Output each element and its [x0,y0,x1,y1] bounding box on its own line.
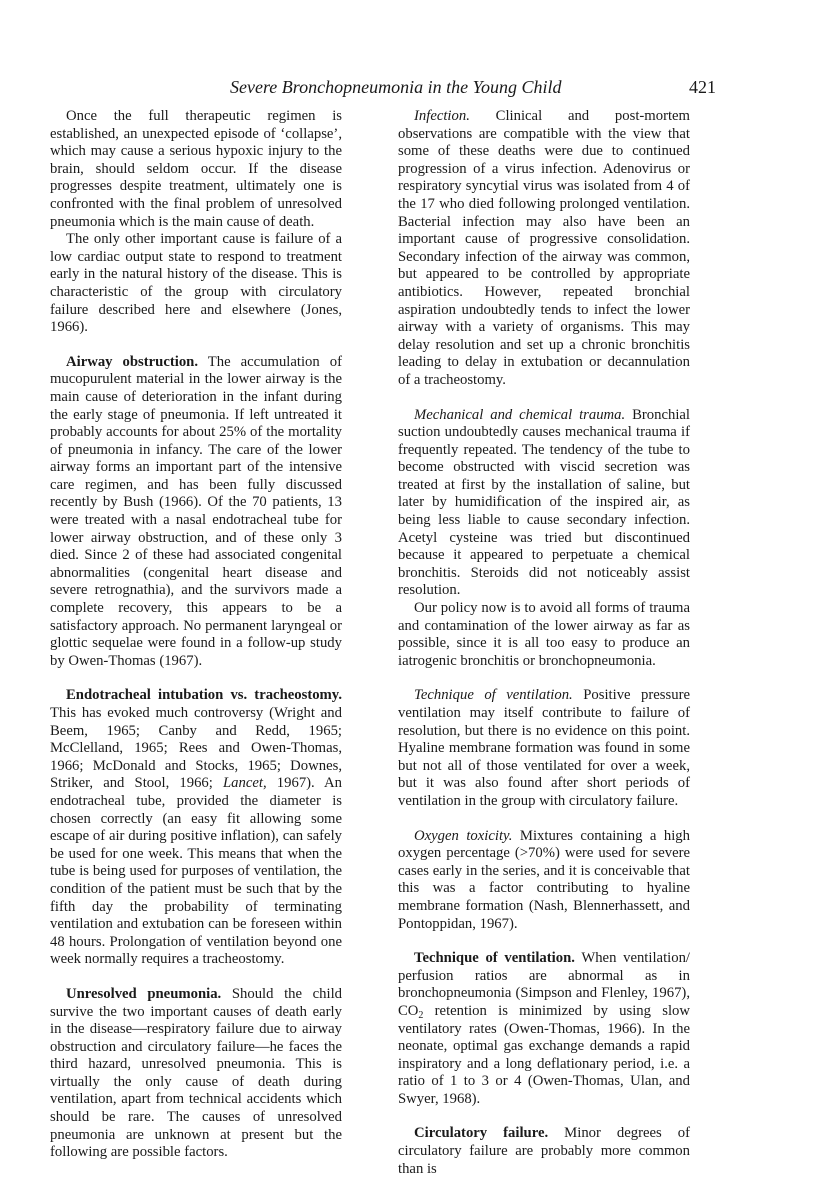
section-heading: Infection. [414,108,470,124]
section-text: retention is minimized by using slow ventilatory rates (Owen-Thomas, 1966). In the neonate, optimal gas exchange demands a rapid inspiratory and a long deflationary period, i.e. a ratio of 1 to 3 or 4 (Owen-Thomas, Ulan, and Swyer, 1968). [398,1002,690,1107]
left-column [50,108,342,1162]
right-column [398,108,690,1178]
page-number: 421 [689,77,716,97]
paragraph: Our policy now is to avoid all forms of trauma and contamination of the lower airway as far as possible, since it is all too easy to produce an iatrogenic bronchitis or bronchopneumonia. [398,600,690,669]
paragraph: Once the full therapeutic regimen is established, an unexpected episode of ‘collapse’, which may cause a serious hypoxic injury to the brain, should seldom occur. If the disease progresses despite treatment, ultimately one is confronted with the final problem of unresolved pneumonia which is the main cause of death. [50,108,342,230]
section-unresolved-pneumonia [50,986,342,1162]
section-heading: Airway obstruction. [66,353,199,370]
section-text: Positive pressure ventilation may itself contribute to failure of resolution, but there is no evidence on this point. Hyaline membrane formation was found in some but not all of those ventilated for over a week, but it was also found after short periods of ventilation in the group with circulatory failure. [398,687,690,809]
section-heading: Unresolved pneumonia. [66,985,222,1002]
section-heading: Oxygen toxicity. [414,827,513,844]
citation-lancet: Lancet [222,775,263,792]
running-header [100,77,716,103]
section-endotracheal-intubation [50,687,342,969]
section-heading: Technique of ventilation. [414,687,573,704]
section-text: Bronchial suction undoubtedly causes mechanical trauma if frequently repeated. The tendency of the tube to become obstructed with viscid secretion was treated at first by the installation of saline, but later by humidification of the inspired air, as being less liable to cause secondary infection. Acetyl cysteine was tried but discontinued because it appeared to perpetuate a chemical bronchitis. Steroids did not noticeably assist resolution. [398,406,691,599]
section-text: , 1967). An endotracheal tube, provided the diameter is chosen correctly (an easy fit allowing some escape of air during positive inflation), can safely be used for one week. This means that when the tube is being used for purposes of ventilation, the condition of the patient must be such that by the fifth day the probability of terminating ventilation and extubation can be foreseen within 48 hours. Prolongation of ventilation beyond one week normally requires a tracheostomy. [50,775,342,968]
section-infection [398,108,690,390]
section-text: When ventilation/ perfusion ratios are abnormal as in bronchopneumonia (Simpson and Flenley, 1967), CO [398,950,690,1019]
section-airway-obstruction [50,354,342,671]
section-text: Minor degrees of circulatory failure are probably more common than is [398,1125,690,1177]
paragraph: The only other important cause is failure of a low cardiac output state to respond to treatment early in the natural history of the disease. This is characteristic of the group with circulatory failure described here and elsewhere (Jones, 1966). [50,231,342,336]
section-heading: Circulatory failure. [414,1125,549,1142]
section-circulatory-failure [398,1125,690,1178]
section-heading: Mechanical and chemical trauma. [414,406,626,423]
section-text: The accumulation of mucopurulent material in the lower airway is the main cause of deterioration in the infant during the early stage of pneumonia. If left untreated it probably accounts for about 25% of the mortality of pneumonia in infancy. The care of the lower airway forms an important part of the intensive care regimen, and has been fully discussed recently by Bush (1966). Of the 70 patients, 13 were treated with a nasal endotracheal tube for lower airway obstruction, and of these only 3 died. Since 2 of these had associated congenital abnormalities (congenital heart disease and severe retrognathia), and the survivors made a complete recovery, this appears to be a satisfactory approach. No permanent laryngeal or glottic sequelae were found in a follow-up study by Owen-Thomas (1967). [50,353,343,669]
section-heading: Endotracheal intubation vs. tracheostomy. [66,687,342,704]
section-text: Mixtures containing a high oxygen percentage (>70%) were used for severe cases early in the series, and it is conceivable that this was a factor contributing to hyaline membrane formation (Nash, Blennerhassett, and Pontoppidan, 1967). [398,827,690,932]
section-mechanical-trauma [398,407,690,601]
subscript: 2 [418,1009,424,1021]
section-text: Should the child survive the two important causes of death early in the disease—respiratory failure due to airway obstruction and circulatory failure—he faces the third hazard, unresolved pneumonia. This is virtually the only cause of death during ventilation, apart from technical accidents which should be rare. The causes of unresolved pneumonia are unknown at present but the following are possible factors. [50,985,343,1161]
section-heading: Technique of ventilation. [414,950,575,967]
section-technique-ventilation-1 [398,687,690,810]
section-text: This has evoked much controversy (Wright and Beem, 1965; Canby and Redd, 1965; McClelland, 1965; Rees and Owen-Thomas, 1966; McDonald and Stocks, 1965; Downes, Striker, and Stool, 1966; [50,705,342,792]
section-text: Clinical and post-mortem observations are compatible with the view that some of these deaths were due to continued progression of a virus infection. Adenovirus or respiratory syncytial virus was isolated from 4 of the 17 who died following prolonged ventilation. Bacterial infection may also have been an important cause of progressive consolidation. Secondary infection of the airway was common, but appeared to be controlled by appropriate antibiotics. However, repeated bronchial aspiration undoubtedly tends to infect the lower airway with a variety of organisms. This may delay resolution and set up a chronic bronchitis leading to delay in extubation or decannulation of a tracheostomy. [398,108,690,388]
section-technique-ventilation-2 [398,950,690,1108]
section-oxygen-toxicity [398,828,690,934]
running-title: Severe Bronchopneumonia in the Young Child [230,77,562,97]
